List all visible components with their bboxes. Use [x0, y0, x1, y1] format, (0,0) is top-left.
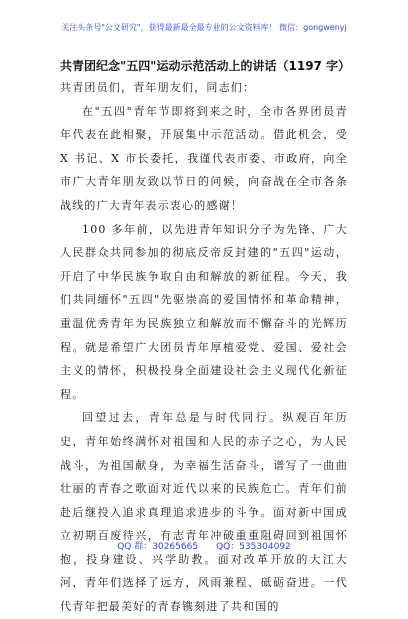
body-paragraph: 在"五四"青年节即将到来之时，全市各界团员青年代表在此相聚，开展集中示范活动。借此机会，受 X 书记、X 市长委托，我谨代表市委、市政府，向全市广大青年朋友致以节日的问候，向奋战在全市各条战线的广大青年表示衷心的感谢！: [60, 104, 348, 212]
document-title: 共青团纪念"五四"运动示范活动上的讲话（1197 字）: [60, 59, 351, 73]
document-body: [60, 76, 348, 619]
qq-group-number: QQ 群：30265665: [117, 542, 199, 552]
body-paragraph: 回望过去，青年总是与时代同行。纵观百年历史，青年始终满怀对祖国和人民的赤子之心，为人民战斗，为祖国献身，为幸福生活奋斗，谱写了一曲曲壮丽的青春之歌面对近代以来的民族危亡。青年们前赴后继投入追求真理追求进步的斗争。面对新中国成立初期百废待兴，有志青年冲破重重阻碍回到祖国怀抱，投身建设、兴学助教。面对改革开放的大江大河，青年们选择了远方，风雨兼程、砥砺奋进。一代代青年把最美好的青春镌刻进了共和国的: [60, 411, 348, 614]
qq-number: QQ：535304092: [216, 542, 291, 552]
body-paragraph: 100 多年前，以先进青年知识分子为先锋、广大人民群众共同参加的彻底反帝反封建的"五四"运动，开启了中华民族争取自由和解放的新征程。今天，我们共同缅怀"五四"先驱崇高的爱国情怀和革命精神，重温优秀青年为民族独立和解放而不懈奋斗的光辉历程。就是希望广大团员青年厚植爱党、爱国、爱社会主义的情怀，积极投身全面建设社会主义现代化新征程。: [60, 222, 348, 401]
footer-contact: [0, 539, 408, 552]
greeting-paragraph: 共青团员们，青年朋友们，同志们：: [60, 81, 256, 94]
header-banner: 关注头条号"公文研究"，获得最新最全最专业的公文资料库！ 微信：gongwenyj: [61, 23, 347, 32]
